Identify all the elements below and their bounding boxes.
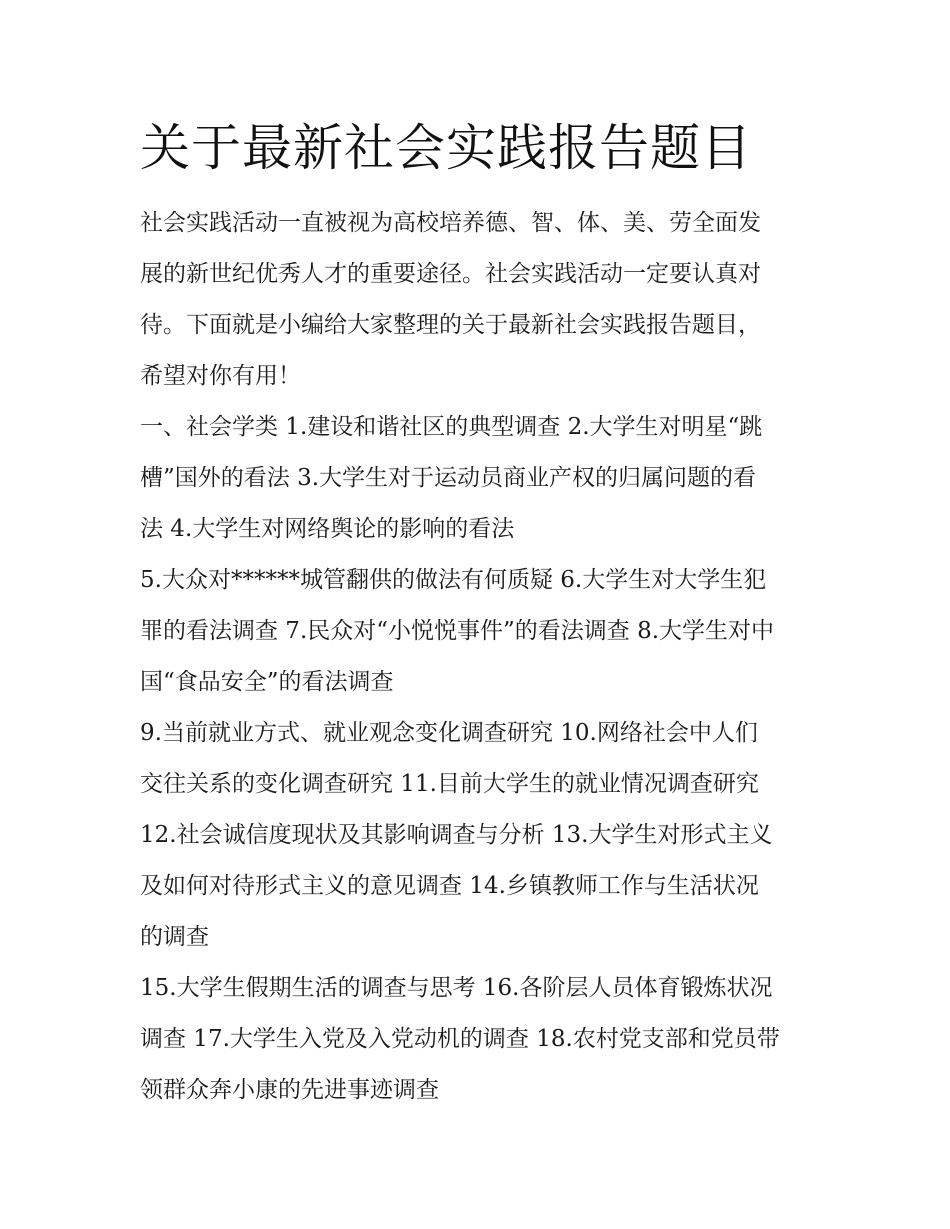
text-line: 法 4.大学生对网络舆论的影响的看法 bbox=[140, 516, 515, 542]
document-body bbox=[140, 198, 820, 1116]
intro-paragraph bbox=[140, 198, 820, 402]
text-line: 12.社会诚信度现状及其影响调查与分析 13.大学生对形式主义 bbox=[140, 822, 773, 848]
text-line: 5.大众对******城管翻供的做法有何质疑 6.大学生对大学生犯 bbox=[140, 567, 767, 593]
text-line: 待。下面就是小编给大家整理的关于最新社会实践报告题目， bbox=[140, 312, 761, 338]
text-line: 领群众奔小康的先进事迹调查 bbox=[140, 1077, 439, 1103]
topics-paragraph-3 bbox=[140, 708, 820, 963]
page-title: 关于最新社会实践报告题目 bbox=[140, 119, 752, 177]
text-line: 及如何对待形式主义的意见调查 14.乡镇教师工作与生活状况 bbox=[140, 873, 759, 899]
text-line: 展的新世纪优秀人才的重要途径。社会实践活动一定要认真对 bbox=[140, 261, 761, 287]
text-line: 罪的看法调查 7.民众对“小悦悦事件”的看法调查 8.大学生对中 bbox=[140, 618, 775, 644]
text-line: 交往关系的变化调查研究 11.目前大学生的就业情况调查研究 bbox=[140, 771, 759, 797]
text-line: 槽”国外的看法 3.大学生对于运动员商业产权的归属问题的看 bbox=[140, 465, 757, 491]
topics-paragraph-4 bbox=[140, 963, 820, 1116]
topics-paragraph-1 bbox=[140, 402, 820, 555]
text-line: 希望对你有用！ bbox=[140, 363, 301, 389]
text-line: 社会实践活动一直被视为高校培养德、智、体、美、劳全面发 bbox=[140, 210, 761, 236]
text-line: 的调查 bbox=[140, 924, 209, 950]
text-line: 一、社会学类 1.建设和谐社区的典型调查 2.大学生对明星“跳 bbox=[140, 414, 763, 440]
text-line: 调查 17.大学生入党及入党动机的调查 18.农村党支部和党员带 bbox=[140, 1026, 780, 1052]
topics-paragraph-2 bbox=[140, 555, 820, 708]
text-line: 国“食品安全”的看法调查 bbox=[140, 669, 394, 695]
text-line: 9.当前就业方式、就业观念变化调查研究 10.网络社会中人们 bbox=[140, 720, 758, 746]
text-line: 15.大学生假期生活的调查与思考 16.各阶层人员体育锻炼状况 bbox=[140, 975, 773, 1001]
